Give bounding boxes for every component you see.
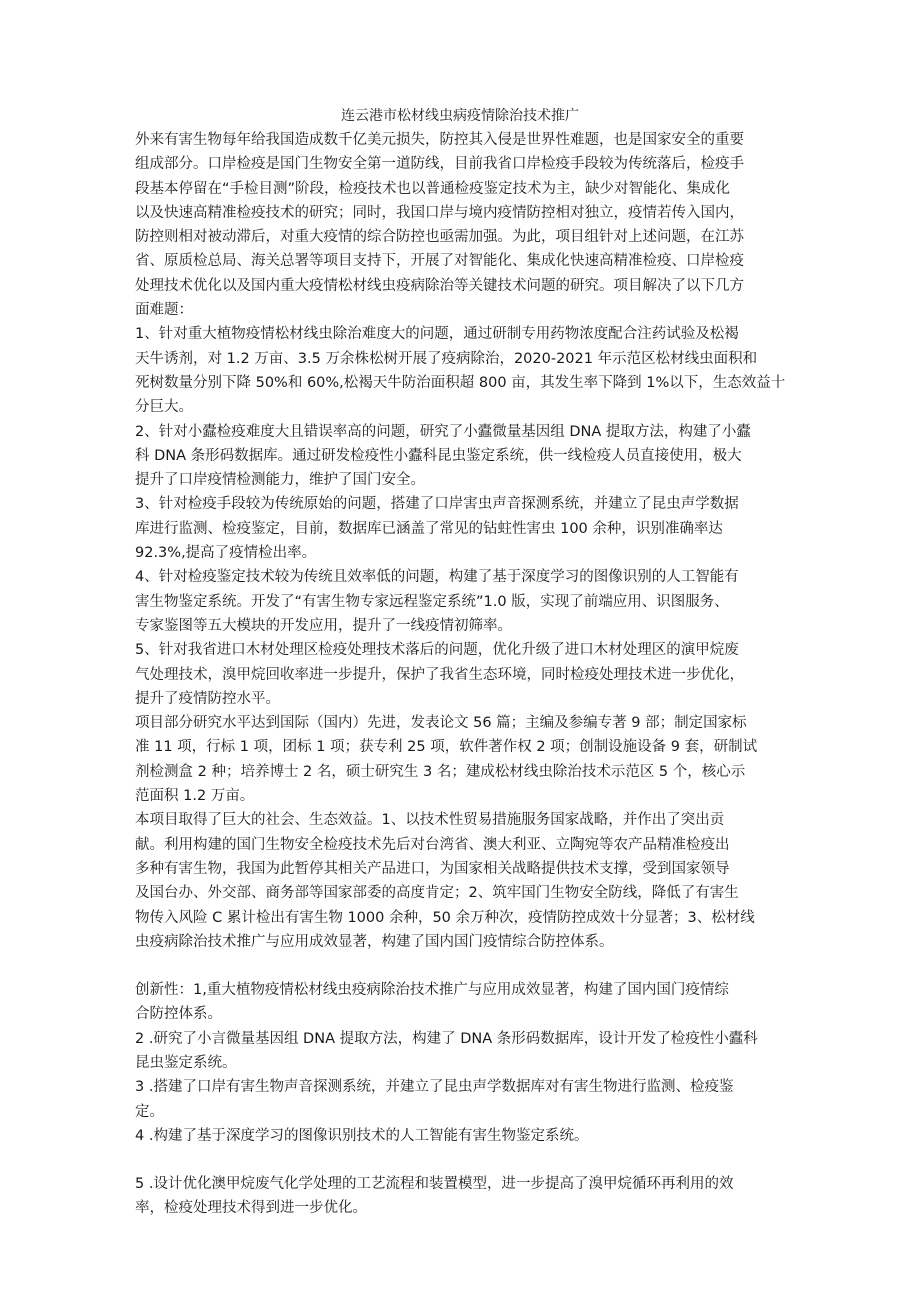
body-line: 提升了疫情防控水平。 — [135, 690, 280, 707]
body-line: 范面积 1.2 万亩。 — [135, 788, 255, 805]
innovation-line: 创新性：1,重大植物疫情松材线虫疫病除治技术推广与应用成效显著，构建了国内国门疫情综 — [135, 982, 729, 999]
innovation-line: 5 .设计优化澳甲烷废气化学处理的工艺流程和装置模型，进一步提高了溴甲烷循环再利用的效 — [135, 1176, 734, 1193]
innovation-line: 昆虫鉴定系统。 — [135, 1054, 237, 1071]
body-line: 1、针对重大植物疫情松材线虫除治难度大的问题，通过研制专用药物浓度配合注药试验及松褐 — [135, 326, 739, 343]
document-title: 连云港市松材线虫病疫情除治技术推广 — [341, 108, 579, 124]
body-line: 处理技术优化以及国内重大疫情松材线虫疫病除治等关键技术问题的研究。项目解决了以下几方 — [135, 277, 744, 294]
innovation-line: 定。 — [135, 1103, 164, 1120]
body-line: 库进行监测、检疫鉴定，目前，数据库已涵盖了常见的钻蛀性害虫 100 余种，识别准确率达 — [135, 520, 723, 537]
body-line: 科 DNA 条形码数据库。通过研发检疫性小蠹科昆虫鉴定系统，供一线检疫人员直接使用，极大 — [135, 447, 742, 464]
body-line: 专家鉴图等五大模块的开发应用，提升了一线疫情初筛率。 — [135, 617, 512, 634]
body-line: 防控则相对被动滞后，对重大疫情的综合防控也亟需加强。为此，项目组针对上述问题，在江苏 — [135, 229, 744, 246]
body-line: 献。利用构建的国门生物安全检疫技术先后对台湾省、澳大利亚、立陶宛等农产品精准检疫出 — [135, 836, 730, 853]
body-line: 5、针对我省进口木材处理区检疫处理技术落后的问题，优化升级了进口木材处理区的演甲烷废 — [135, 642, 739, 659]
body-line: 92.3%,提高了疫情检出率。 — [135, 545, 317, 562]
body-line: 气处理技术，溴甲烷回收率进一步提升，保护了我省生态环境，同时检疫处理技术进一步优化， — [135, 666, 744, 683]
innovation-line: 2 .研究了小言微量基因组 DNA 提取方法，构建了 DNA 条形码数据库，设计开发了检疫性小蠹科 — [135, 1030, 758, 1047]
body-line: 以及快速高精准检疫技术的研究；同时，我国口岸与境内疫情防控相对独立，疫情若传入国内， — [135, 204, 744, 221]
body-line: 及国台办、外交部、商务部等国家部委的高度肯定；2、筑牢国门生物安全防线，降低了有害生 — [135, 885, 739, 902]
body-line: 外来有害生物每年给我国造成数千亿美元损失，防控其入侵是世界性难题，也是国家安全的重要 — [135, 132, 744, 148]
innovation-line: 3 .搭建了口岸有害生物声音探测系统，并建立了昆虫声学数据库对有害生物进行监测、检疫鉴 — [135, 1079, 734, 1096]
body-line: 3、针对检疫手段较为传统原始的问题，搭建了口岸害虫声音探测系统，并建立了昆虫声学数据 — [135, 496, 739, 513]
body-line: 提升了口岸疫情检测能力，维护了国门安全。 — [135, 472, 425, 489]
body-line: 面难题： — [135, 302, 193, 319]
body-line: 分巨大。 — [135, 399, 193, 416]
body-line: 准 11 项，行标 1 项，团标 1 项；获专利 25 项，软件著作权 2 项；创制设施设备 9 套，研制试 — [135, 739, 758, 756]
body-line: 死树数量分别下降 50%和 60%,松褐天牛防治面积超 800 亩，其发生率下降到 1%以下，生态效益十 — [135, 374, 786, 391]
body-line: 天牛诱剂，对 1.2 万亩、3.5 万余株松树开展了疫病除治，2020-2021 年示范区松材线虫面积和 — [135, 350, 758, 367]
body-line: 多种有害生物，我国为此暂停其相关产品进口，为国家相关战略提供技术支撑，受到国家领导 — [135, 860, 730, 877]
body-line: 虫疫病除治技术推广与应用成效显著，构建了国内国门疫情综合防控体系。 — [135, 933, 614, 950]
body-line: 本项目取得了巨大的社会、生态效益。1、以技术性贸易措施服务国家战略，并作出了突出贡 — [135, 812, 725, 829]
innovation-line: 率，检疫处理技术得到进一步优化。 — [135, 1200, 367, 1217]
innovation-line: 4 .构建了基于深度学习的图像识别技术的人工智能有害生物鉴定系统。 — [135, 1127, 589, 1144]
paragraph-gap — [135, 1148, 795, 1172]
innovation-line: 合防控体系。 — [135, 1006, 222, 1023]
body-line: 段基本停留在“手检目测”阶段，检疫技术也以普通检疫鉴定技术为主，缺少对智能化、集成化 — [135, 180, 731, 197]
document-body — [135, 128, 795, 1221]
body-line: 2、针对小蠹检疫难度大且错误率高的问题，研究了小蠹微量基因组 DNA 提取方法，构建了小蠹 — [135, 423, 751, 440]
body-line: 组成部分。口岸检疫是国门生物安全第一道防线，目前我省口岸检疫手段较为传统落后，检疫手 — [135, 156, 744, 173]
body-line: 害生物鉴定系统。开发了“有害生物专家远程鉴定系统”1.0 版，实现了前端应用、识图服务、 — [135, 593, 729, 610]
body-line: 4、针对检疫鉴定技术较为传统且效率低的问题，构建了基于深度学习的图像识别的人工智能有 — [135, 569, 739, 586]
body-line: 剂检测盒 2 种；培养博士 2 名，硕士研究生 3 名；建成松材线虫除治技术示范区 5 个，核心示 — [135, 763, 746, 780]
paragraph-gap — [135, 954, 795, 978]
body-line: 项目部分研究水平达到国际（国内）先进，发表论文 56 篇；主编及参编专著 9 部；制定国家标 — [135, 715, 747, 732]
body-line: 省、原质检总局、海关总署等项目支持下，开展了对智能化、集成化快速高精准检疫、口岸检疫 — [135, 253, 744, 270]
body-line: 物传入风险 C 累计检出有害生物 1000 余种，50 余万种次，疫情防控成效十分显著；3、松材线 — [135, 909, 755, 926]
